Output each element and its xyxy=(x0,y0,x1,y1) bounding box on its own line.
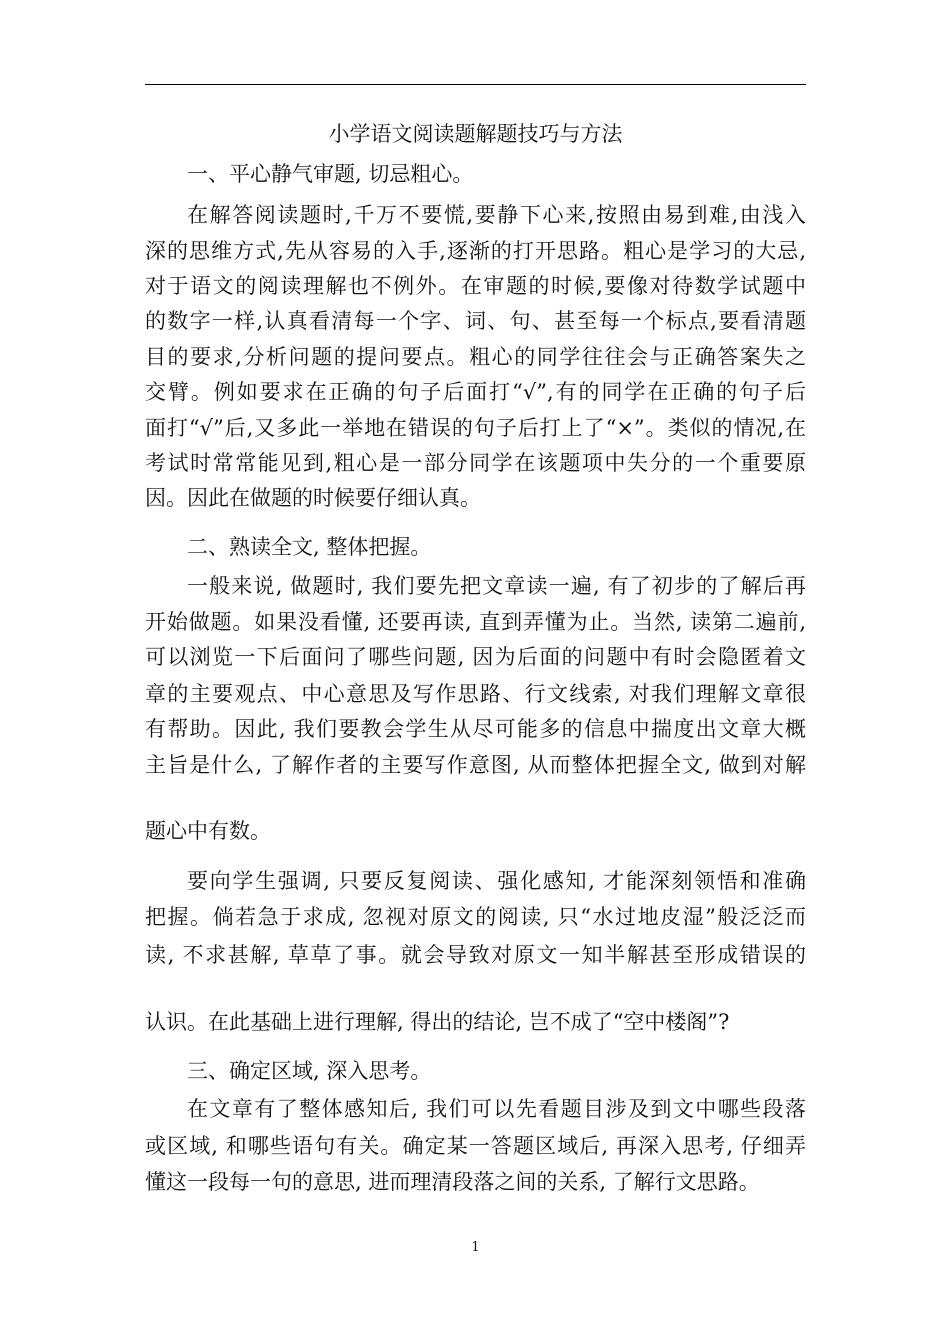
paragraph-2-line-2: 开始做题。如果没看懂, 还要再读, 直到弄懂为止。当然, 读第二遍前, xyxy=(145,610,806,634)
paragraph-2-line-1: 一般来说, 做题时, 我们要先把文章读一遍, 有了初步的了解后再 xyxy=(187,574,806,598)
page-number: 1 xyxy=(471,1240,480,1255)
paragraph-2-line-3: 可以浏览一下后面问了哪些问题, 因为后面的问题中有时会隐匿着文 xyxy=(145,645,806,669)
paragraph-1-line-8: 考试时常常能见到,粗心是一部分同学在该题项中失分的一个重要原 xyxy=(145,451,806,475)
section-heading-1: 一、平心静气审题, 切忌粗心。 xyxy=(187,162,474,186)
paragraph-2-line-5: 有帮助。因此, 我们要教会学生从尽可能多的信息中揣度出文章大概 xyxy=(145,717,806,741)
paragraph-1-line-5: 目的要求,分析问题的提问要点。粗心的同学往往会与正确答案失之 xyxy=(145,345,806,369)
paragraph-1-line-3: 对于语文的阅读理解也不例外。在审题的时候,要像对待数学试题中 xyxy=(145,274,806,298)
paragraph-2-line-4: 章的主要观点、中心意思及写作思路、行文线索, 对我们理解文章很 xyxy=(145,682,806,706)
paragraph-1-line-4: 的数字一样,认真看清每一个字、词、句、甚至每一个标点,要看清题 xyxy=(145,309,806,333)
paragraph-4-line-2: 或区域, 和哪些语句有关。确定某一答题区域后, 再深入思考, 仔细弄 xyxy=(145,1134,806,1158)
paragraph-2-line-6: 主旨是什么, 了解作者的主要写作意图, 从而整体把握全文, 做到对解 xyxy=(145,753,806,777)
paragraph-1-line-2: 深的思维方式,先从容易的入手,逐渐的打开思路。粗心是学习的大忌, xyxy=(145,239,806,263)
paragraph-1-line-9: 因。因此在做题的时候要仔细认真。 xyxy=(145,486,481,510)
paragraph-3-line-1: 要向学生强调, 只要反复阅读、强化感知, 才能深刻领悟和准确 xyxy=(187,869,806,893)
paragraph-1-line-7: 面打“√”后,又多此一举地在错误的句子后打上了“×”。类似的情况,在 xyxy=(145,416,806,440)
paragraph-1-line-1: 在解答阅读题时,千万不要慌,要静下心来,按照由易到难,由浅入 xyxy=(187,203,806,227)
paragraph-2-line-7: 题心中有数。 xyxy=(145,819,271,843)
paragraph-3-line-4: 认识。在此基础上进行理解, 得出的结论, 岂不成了“空中楼阁”? xyxy=(145,1010,730,1034)
header-rule xyxy=(145,84,806,85)
document-title: 小学语文阅读题解题技巧与方法 xyxy=(328,122,623,146)
paragraph-3-line-3: 读, 不求甚解, 草草了事。就会导致对原文一知半解甚至形成错误的 xyxy=(145,943,806,967)
paragraph-1-line-6: 交臂。例如要求在正确的句子后面打“√”,有的同学在正确的句子后 xyxy=(145,380,806,404)
section-heading-2: 二、熟读全文, 整体把握。 xyxy=(187,535,432,559)
paragraph-4-line-3: 懂这一段每一句的意思, 进而理清段落之间的关系, 了解行文思路。 xyxy=(145,1170,760,1194)
section-heading-3: 三、确定区域, 深入思考。 xyxy=(187,1059,432,1083)
paragraph-4-line-1: 在文章有了整体感知后, 我们可以先看题目涉及到文中哪些段落 xyxy=(187,1097,806,1121)
paragraph-3-line-2: 把握。倘若急于求成, 忽视对原文的阅读, 只“水过地皮湿”般泛泛而 xyxy=(145,905,806,929)
